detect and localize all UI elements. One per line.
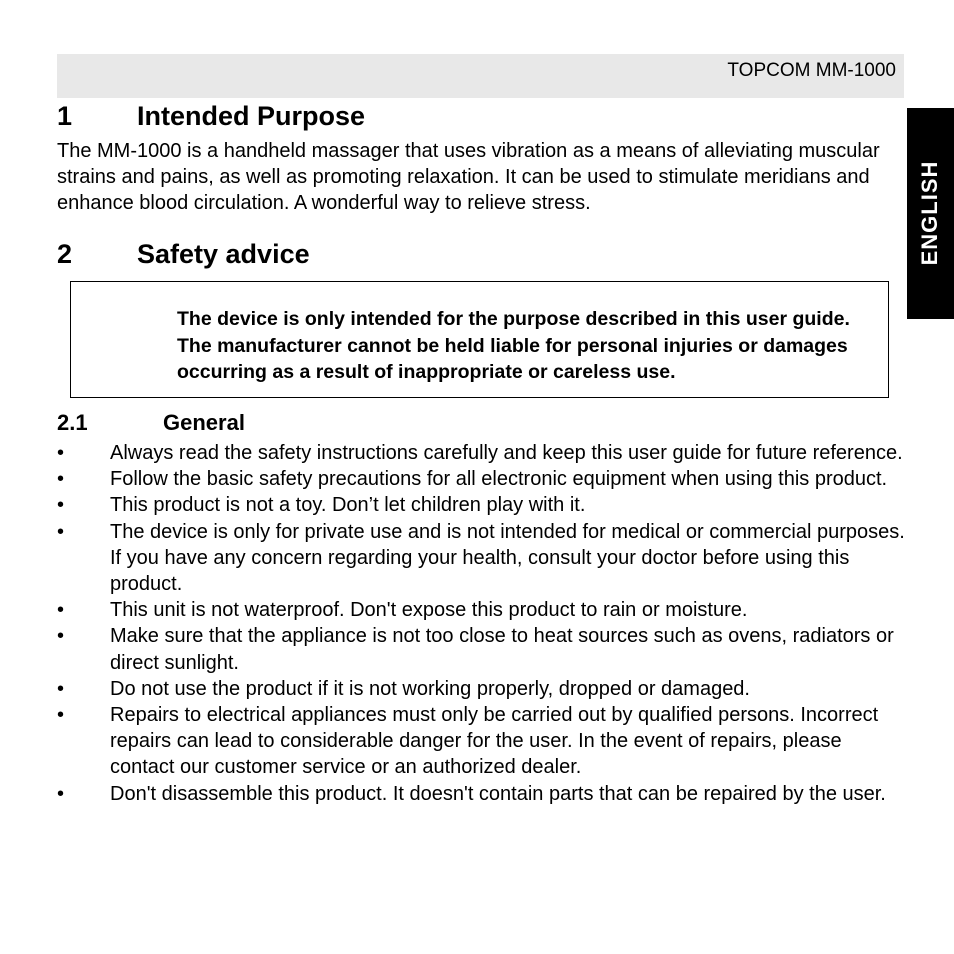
safety-bullet-list (57, 440, 907, 807)
subsection-title: General (163, 410, 245, 435)
list-item (57, 519, 907, 598)
list-item (57, 623, 907, 675)
list-item-text: This product is not a toy. Don’t let children play with it. (110, 494, 586, 517)
list-item-text: This unit is not waterproof. Don't expose this product to rain or moisture. (110, 599, 748, 622)
page-header (57, 54, 904, 98)
bullet-icon: • (57, 494, 65, 517)
section-heading-intended-purpose (57, 100, 557, 132)
bullet-icon: • (57, 468, 65, 491)
section-title: Intended Purpose (137, 101, 366, 131)
list-item (57, 492, 907, 518)
list-item-text: Do not use the product if it is not working properly, dropped or damaged. (110, 677, 750, 700)
intended-purpose-paragraph: The MM-1000 is a handheld massager that uses vibration as a means of alleviating muscular strains and pains, as well as promoting relaxation. It can be used to stimulate meridians and enhance blood circulation. A wonderful way to relieve stress. (57, 140, 880, 214)
bullet-icon: • (57, 782, 65, 805)
warning-text: The device is only intended for the purpose described in this user guide. The manufacturer cannot be held liable for personal injuries or damages occurring as a result of inappropriate or careless use. (177, 308, 850, 383)
bullet-icon: • (57, 625, 65, 648)
language-tab-label: ENGLISH (917, 160, 942, 266)
section-number: 2 (57, 239, 73, 269)
list-item (57, 702, 907, 781)
list-item (57, 466, 907, 492)
list-item-text: Make sure that the appliance is not too close to heat sources such as ovens, radiators or direct sunlight. (110, 625, 894, 674)
list-item (57, 597, 907, 623)
list-item-text: The device is only for private use and is not intended for medical or commercial purposes. If you have any concern regarding your health, consult your doctor before using this product. (110, 520, 905, 596)
bullet-icon: • (57, 442, 65, 464)
bullet-icon: • (57, 520, 65, 543)
list-item-text: Follow the basic safety precautions for all electronic equipment when using this product. (110, 468, 888, 491)
list-item-text: Don't disassemble this product. It doesn't contain parts that can be repaired by the user. (110, 782, 886, 805)
language-tab (907, 108, 954, 319)
list-item (57, 440, 907, 466)
list-item-text: Always read the safety instructions carefully and keep this user guide for future reference. (110, 442, 903, 464)
list-item-text: Repairs to electrical appliances must only be carried out by qualified persons. Incorrect repairs can lead to considerable danger for the user. In the event of repairs, please contact our customer service or an authorized dealer. (110, 704, 879, 779)
section-number: 1 (57, 101, 73, 131)
bullet-icon: • (57, 704, 65, 727)
section-heading-safety-advice (57, 238, 557, 270)
list-item (57, 781, 907, 807)
subsection-number: 2.1 (57, 410, 88, 435)
warning-box (70, 281, 889, 398)
list-item (57, 676, 907, 702)
product-model-label: TOPCOM MM-1000 (727, 60, 896, 81)
bullet-icon: • (57, 677, 65, 700)
section-title: Safety advice (137, 239, 310, 269)
subsection-heading-general (57, 409, 357, 437)
bullet-icon: • (57, 599, 65, 622)
